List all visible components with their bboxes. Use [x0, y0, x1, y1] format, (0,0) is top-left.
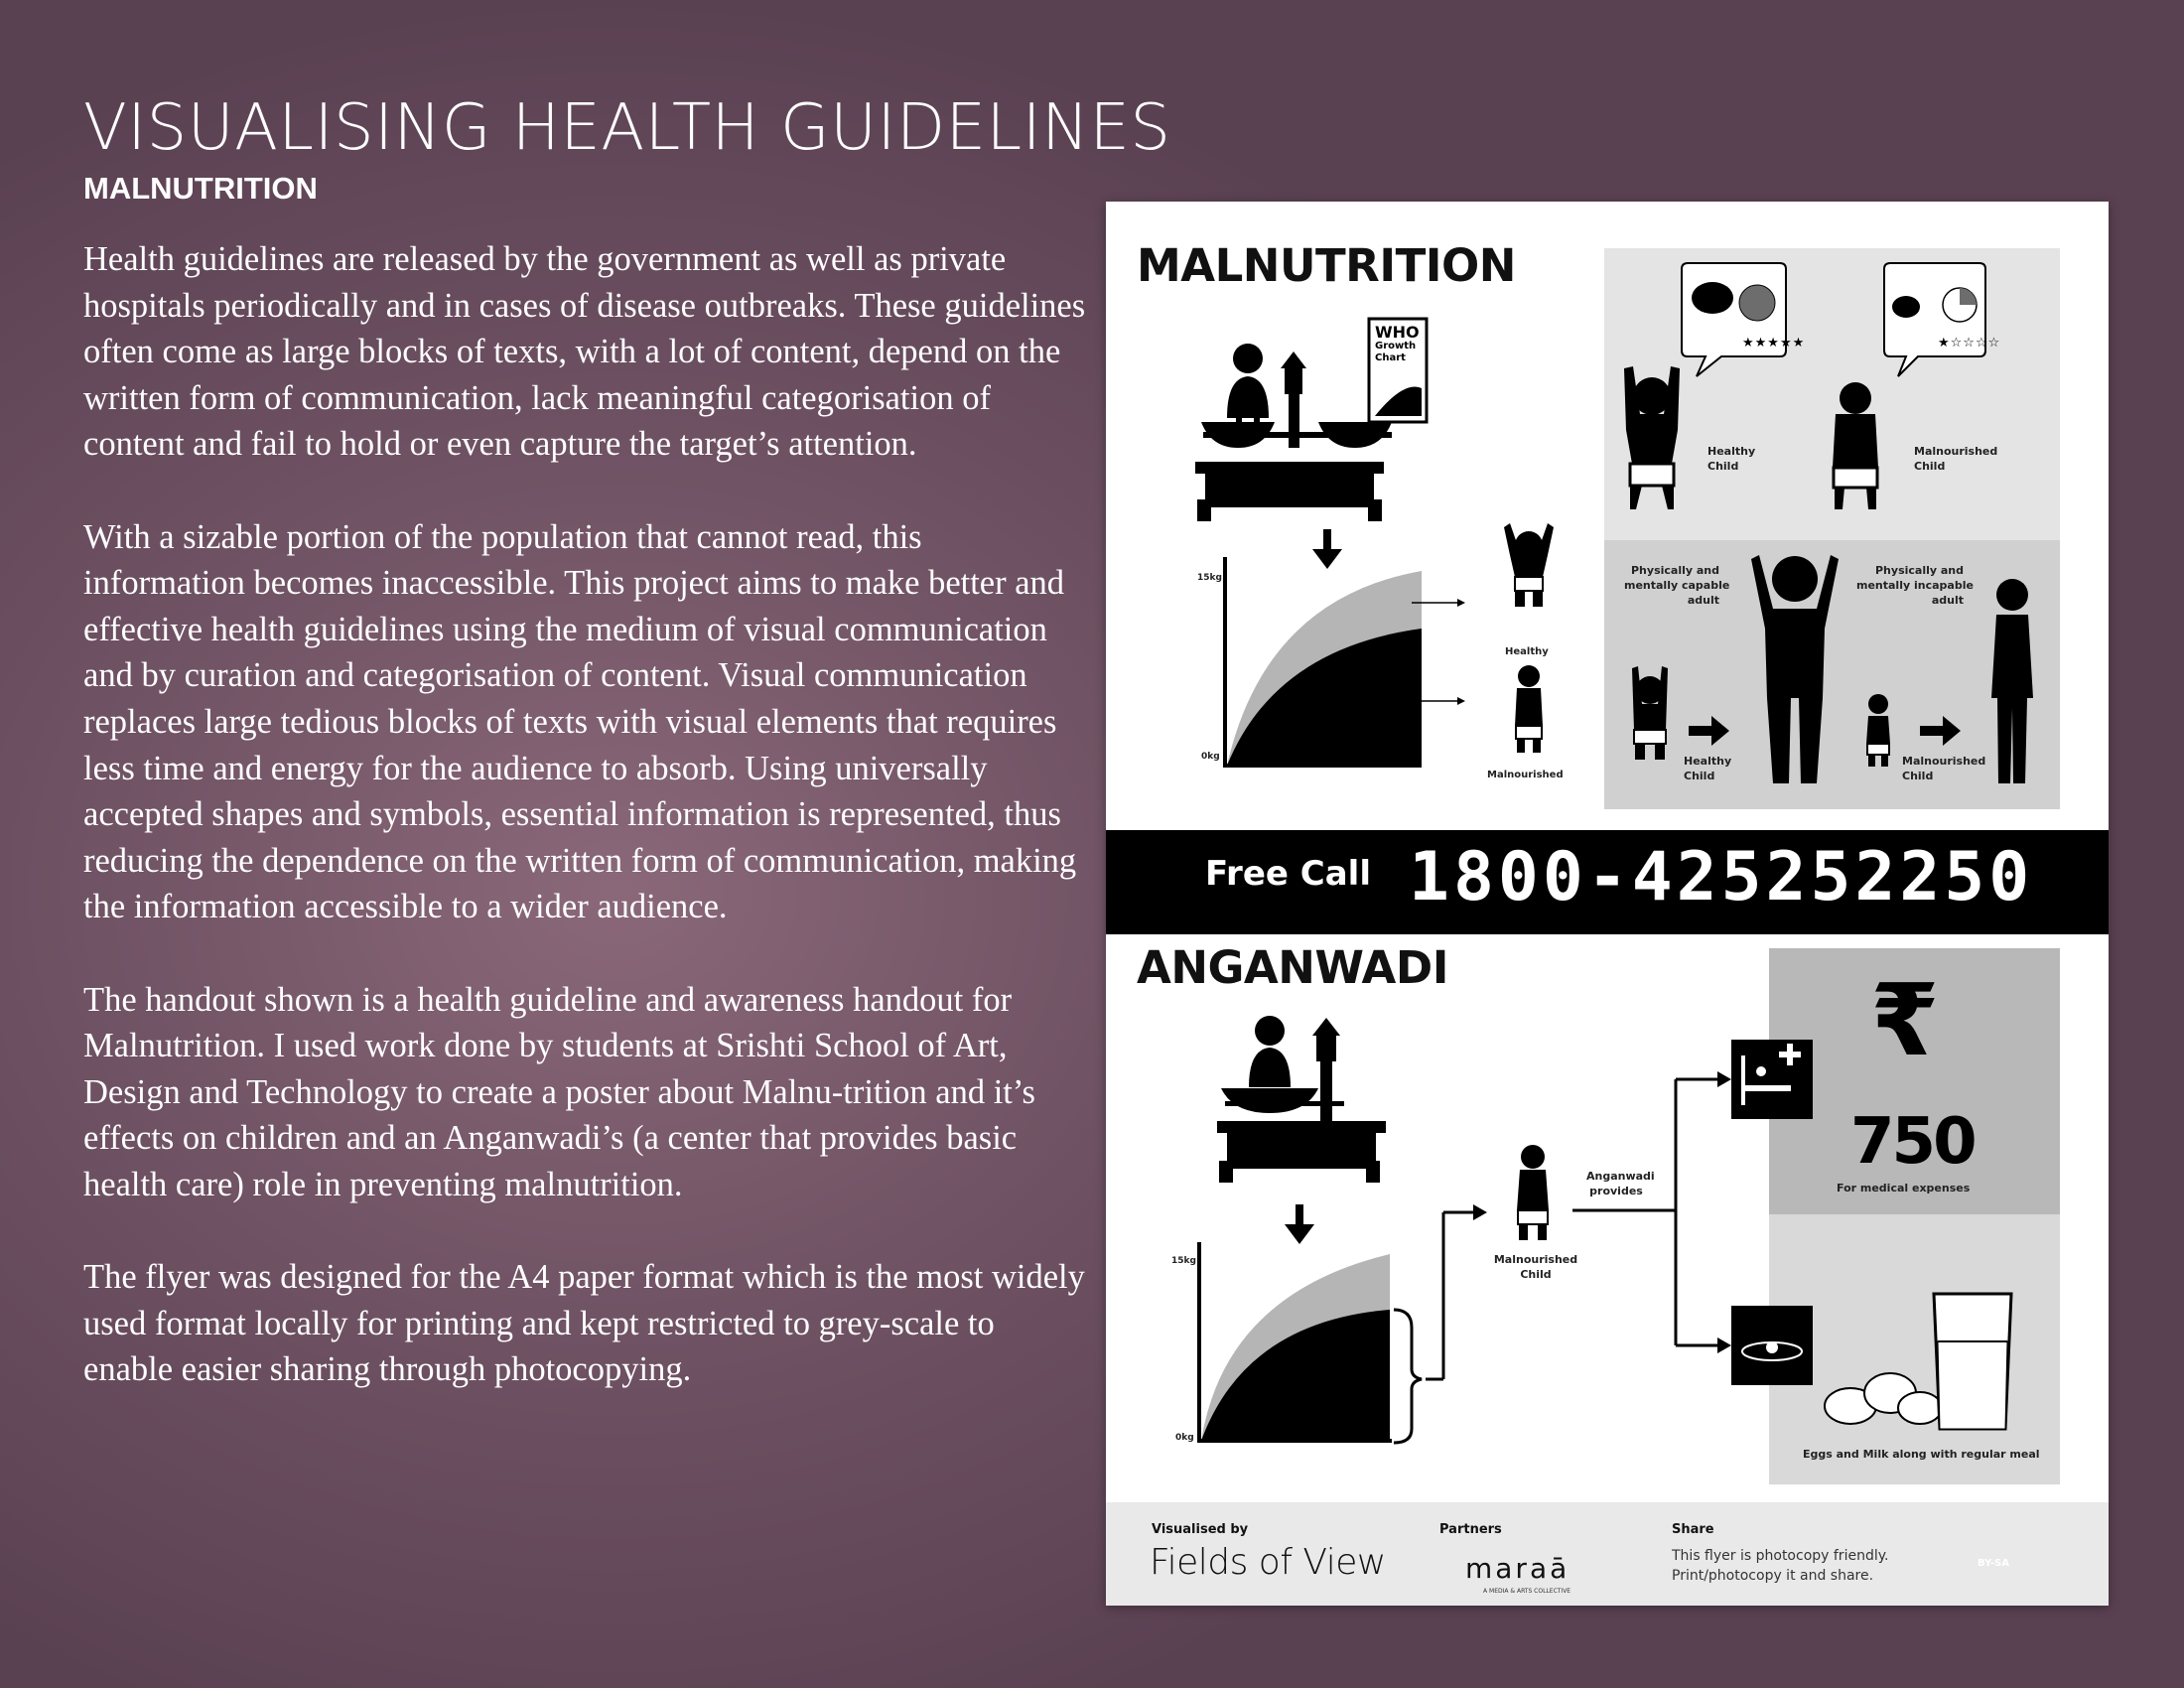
healthy-child-label-2: Healthy Child: [1684, 755, 1732, 782]
weighing-scale-icon: [1195, 344, 1392, 521]
branch-arrows: [1572, 1079, 1719, 1345]
arrow-head: [1717, 1337, 1731, 1353]
malnourished-child-icon: [1517, 1145, 1549, 1240]
capable-adult-label: Physically and mentally capable adult: [1624, 564, 1730, 607]
amount-value: 750: [1850, 1105, 1975, 1179]
down-arrow-icon: [1312, 529, 1342, 569]
growth-chart-2: [1197, 1204, 1487, 1443]
malnourished-label: Malnourished: [1487, 770, 1564, 780]
partners-label: Partners: [1439, 1522, 1502, 1537]
paragraph-format: The flyer was designed for the A4 paper format which is the most widely used format locally for printing and kept restricted to grey-scale to enable easier sharing through photocopying.: [83, 1258, 1085, 1389]
flyer-footer: [1106, 1502, 2109, 1606]
fields-of-view-logo: Fields of View: [1150, 1542, 1386, 1583]
hospital-bed-icon: [1731, 1040, 1813, 1119]
chart2-ymin-label: 0kg: [1175, 1433, 1194, 1443]
paragraph-accessibility: With a sizable portion of the population that cannot read, this information becomes inaccessible. This project aims to make better and effective health guidelines using the medium of visual communication and by curation and categorisation of content. Visual communication replaces large tedious blocks of texts with visual elements that requires less time and energy for the audience to absorb. Using universally accepted shapes and symbols, essential information is represented, thus reducing the dependence on the written form of communication, making the information accessible to a wider audience.: [83, 517, 1077, 926]
incapable-adult-label: Physically and mentally incapable adult: [1856, 564, 1974, 607]
milk-glass-icon: [1934, 1294, 2011, 1429]
healthy-rating-stars: ★★★★★: [1742, 336, 1806, 351]
share-label: Share: [1672, 1522, 1714, 1537]
chart2-ymax-label: 15kg: [1171, 1256, 1196, 1266]
rupee-icon: ₹: [1870, 962, 1940, 1078]
description-text: [83, 236, 1086, 1439]
section-title-malnutrition: MALNUTRITION: [1137, 239, 1516, 292]
paragraph-intro: Health guidelines are released by the government as well as private hospitals periodically and in cases of disease outbreaks. These guidelines often come as large blocks of texts, with a lot of content, depend on the written form of communication, lack meaningful categorisation of content and fail to hold or even capture the target’s attention.: [83, 240, 1086, 464]
chart-ymax-label: 15kg: [1197, 573, 1222, 583]
section-title-anganwadi: ANGANWADI: [1137, 941, 1448, 994]
paragraph-handout: The handout shown is a health guideline and awareness handout for Malnutrition. I used work done by students at Srishti School of Art, Design and Technology to create a poster about Malnu-trition and it’s effects on children and an Anganwadi’s (a center that provides basic health care) role in preventing malnutrition.: [83, 980, 1035, 1203]
food-plate-icon: [1731, 1306, 1813, 1385]
weighing-scale-icon: [1217, 1016, 1386, 1183]
page-subtitle: MALNUTRITION: [83, 171, 318, 206]
brain-icon: [1892, 296, 1920, 318]
free-call-bar: [1106, 830, 2109, 934]
license-label: BY-SA: [1978, 1558, 2009, 1569]
helpline-number[interactable]: 1800-425252250: [1409, 838, 2034, 916]
growth-chart-1: [1223, 557, 1465, 768]
food-caption: Eggs and Milk along with regular meal: [1803, 1448, 2040, 1461]
malnourished-child-label: Malnourished Child: [1914, 445, 1998, 473]
page-title: VISUALISING HEALTH GUIDELINES: [83, 91, 1171, 165]
marra-subtitle: A MEDIA & ARTS COLLECTIVE: [1483, 1588, 1571, 1595]
marra-wordmark: maraā: [1465, 1552, 1570, 1585]
free-call-label: Free Call: [1205, 854, 1371, 894]
arrow-head: [1717, 1071, 1731, 1087]
visualised-by-label: Visualised by: [1152, 1522, 1249, 1537]
healthy-child-icon: [1504, 523, 1554, 607]
brace: [1394, 1310, 1422, 1443]
share-text: This flyer is photocopy friendly. Print/photocopy it and share.: [1672, 1548, 1889, 1584]
malnourished-child-icon: [1515, 665, 1543, 753]
brain-icon: [1692, 282, 1733, 314]
healthy-label: Healthy: [1505, 646, 1549, 657]
chart-ymin-label: 0kg: [1201, 752, 1220, 762]
malnourished-child-label-3: Malnourished Child: [1493, 1253, 1578, 1281]
healthy-child-label: Healthy Child: [1707, 445, 1756, 473]
down-arrow-icon: [1285, 1204, 1314, 1244]
anganwadi-provides-label: Anganwadi provides: [1586, 1170, 1655, 1197]
malnourished-child-label-2: Malnourished Child: [1902, 755, 1986, 782]
who-chart-label: WHO Growth Chart: [1375, 323, 1420, 363]
malnourished-rating-stars: ★☆☆☆☆: [1938, 336, 2001, 351]
amount-caption: For medical expenses: [1837, 1182, 1971, 1195]
malnutrition-flyer: [1106, 202, 2109, 1606]
